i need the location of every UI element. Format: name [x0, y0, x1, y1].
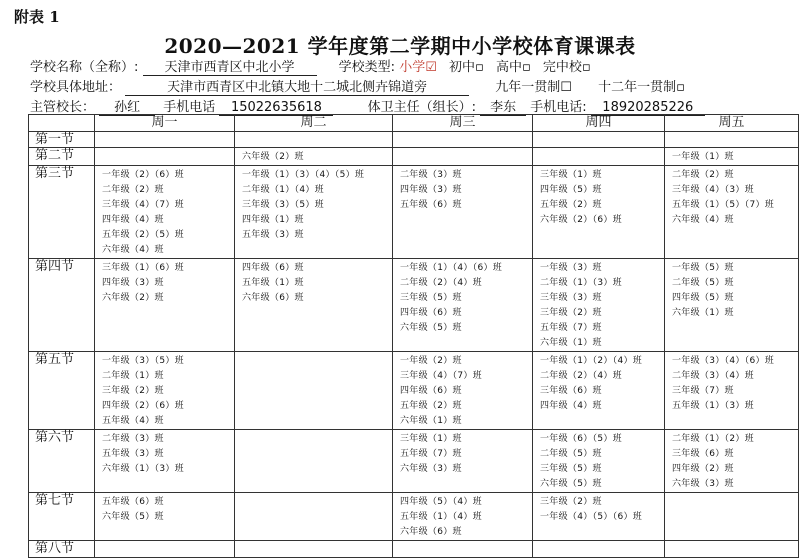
class-entry: 五年级（1）（3）班: [672, 401, 754, 411]
schedule-cell: [95, 541, 235, 558]
schedule-cell: [235, 166, 393, 259]
schedule-cell: [95, 430, 235, 493]
class-entry: 三年级（7）班: [672, 386, 734, 396]
class-entry: 三年级（2）班: [540, 308, 602, 318]
class-entry: 四年级（2）班: [672, 464, 734, 474]
class-entry: 四年级（2）（6）班: [102, 401, 184, 411]
class-entry: 一年级（3）（4）（6）班: [672, 356, 775, 366]
class-entry: 五年级（2）班: [540, 200, 602, 210]
class-entry: 六年级（2）班: [102, 293, 164, 303]
class-entry: 二年级（2）班: [672, 170, 734, 180]
schedule-cell: [235, 430, 393, 493]
class-entry: 三年级（3）（5）班: [242, 200, 324, 210]
class-entry: 六年级（4）班: [102, 245, 164, 255]
class-entry: 三年级（5）班: [400, 293, 462, 303]
page-title: 2020—2021 学年度第二学期中小学校体育课课表: [164, 34, 636, 58]
period-row: [29, 541, 799, 558]
class-entry: 四年级（3）班: [400, 185, 462, 195]
class-entry: 六年级（4）班: [672, 215, 734, 225]
schedule-cell: [533, 541, 665, 558]
principal-phone: 15022635618: [219, 100, 333, 116]
class-entry: 三年级（1）班: [400, 434, 462, 444]
schedule-cell: [235, 541, 393, 558]
schedule-cell: [533, 259, 665, 352]
class-entry: 二年级（1）班: [102, 371, 164, 381]
school-type-high: 高中▫: [495, 60, 531, 75]
class-entry: 六年级（1）班: [672, 308, 734, 318]
school-type-complete: 完中校▫: [542, 60, 591, 75]
schedule-cell: [393, 132, 533, 148]
class-entry: 四年级（4）班: [540, 401, 602, 411]
schedule-cell: [665, 148, 799, 166]
schedule-cell: [95, 132, 235, 148]
period-row: [29, 132, 799, 148]
class-entry: 三年级（2）班: [102, 386, 164, 396]
class-entry: 五年级（2）班: [400, 401, 462, 411]
schedule-cell: [665, 132, 799, 148]
class-entry: 六年级（6）班: [242, 293, 304, 303]
class-entry: 二年级（5）班: [540, 449, 602, 459]
period-label: 第一节: [29, 132, 95, 148]
class-entry: 二年级（1）（2）班: [672, 434, 754, 444]
class-entry: 三年级（2）班: [540, 497, 602, 507]
school-name-value: 天津市西青区中北小学: [143, 56, 317, 76]
schedule-cell: [533, 493, 665, 541]
period-label: 第四节: [29, 259, 95, 352]
schedule-cell: [393, 166, 533, 259]
period-row: [29, 259, 799, 352]
day-header: 周一: [95, 115, 235, 132]
schedule-cell: [95, 166, 235, 259]
nine-year-option: 九年一贯制☐: [495, 80, 572, 95]
class-entry: 一年级（2）班: [400, 356, 462, 366]
schedule-cell: [95, 352, 235, 430]
header-row: [29, 115, 799, 132]
class-entry: 六年级（2）班: [242, 152, 304, 162]
period-row: [29, 148, 799, 166]
header-corner: [29, 115, 95, 132]
schedule-cell: [393, 541, 533, 558]
class-entry: 四年级（1）班: [242, 215, 304, 225]
class-entry: 五年级（2）（5）班: [102, 230, 184, 240]
period-label: 第七节: [29, 493, 95, 541]
class-entry: 四年级（6）班: [242, 263, 304, 273]
principal-phone-label: 手机电话: [163, 100, 216, 115]
class-entry: 二年级（3）（4）班: [672, 371, 754, 381]
class-entry: 四年级（5）班: [672, 293, 734, 303]
class-entry: 四年级（6）班: [400, 386, 462, 396]
schedule-cell: [665, 352, 799, 430]
schedule-cell: [665, 493, 799, 541]
class-entry: 二年级（1）（3）班: [540, 278, 622, 288]
class-entry: 三年级（5）班: [540, 464, 602, 474]
period-label: 第八节: [29, 541, 95, 558]
class-entry: 一年级（3）（5）班: [102, 356, 184, 366]
class-entry: 五年级（3）班: [102, 449, 164, 459]
school-name-label: 学校名称（全称）:: [30, 60, 139, 75]
class-entry: 五年级（3）班: [242, 230, 304, 240]
schedule-cell: [95, 148, 235, 166]
class-entry: 三年级（1）（6）班: [102, 263, 184, 273]
school-info-row-1: [30, 56, 591, 76]
class-entry: 六年级（5）班: [102, 512, 164, 522]
class-entry: 四年级（5）班: [540, 185, 602, 195]
class-entry: 五年级（1）班: [242, 278, 304, 288]
period-label: 第三节: [29, 166, 95, 259]
director-phone: 18920285226: [591, 100, 705, 116]
class-entry: 四年级（6）班: [400, 308, 462, 318]
class-entry: 六年级（3）班: [672, 479, 734, 489]
schedule-cell: [235, 259, 393, 352]
class-entry: 六年级（1）（3）班: [102, 464, 184, 474]
day-header: 周二: [235, 115, 393, 132]
schedule-cell: [533, 148, 665, 166]
class-entry: 五年级（4）班: [102, 416, 164, 426]
address-label: 学校具体地址：: [30, 80, 122, 95]
schedule-cell: [235, 132, 393, 148]
period-label: 第二节: [29, 148, 95, 166]
schedule-cell: [393, 352, 533, 430]
schedule-cell: [533, 132, 665, 148]
class-entry: 五年级（7）班: [400, 449, 462, 459]
class-entry: 一年级（3）班: [540, 263, 602, 273]
class-entry: 五年级（6）班: [400, 200, 462, 210]
period-label: 第六节: [29, 430, 95, 493]
class-entry: 六年级（5）班: [540, 479, 602, 489]
class-entry: 一年级（6）（5）班: [540, 434, 622, 444]
class-entry: 二年级（2）（4）班: [540, 371, 622, 381]
class-entry: 三年级（3）班: [540, 293, 602, 303]
schedule-cell: [533, 352, 665, 430]
period-row: [29, 430, 799, 493]
twelve-year-option: 十二年一贯制▫: [598, 80, 685, 95]
school-type-primary: 小学☑: [399, 60, 437, 75]
address-value: 天津市西青区中北镇大地十二城北侧卉锦道旁: [125, 76, 469, 96]
class-entry: 二年级（1）（4）班: [242, 185, 324, 195]
class-entry: 一年级（5）班: [672, 263, 734, 273]
schedule-cell: [235, 352, 393, 430]
class-entry: 五年级（7）班: [540, 323, 602, 333]
schedule-cell: [665, 541, 799, 558]
class-entry: 一年级（2）（6）班: [102, 170, 184, 180]
class-entry: 二年级（3）班: [102, 434, 164, 444]
class-entry: 五年级（1）（4）班: [400, 512, 482, 522]
class-entry: 二年级（2）班: [102, 185, 164, 195]
class-entry: 六年级（3）班: [400, 464, 462, 474]
director-label: 体卫主任（组长）:: [367, 100, 476, 115]
director-name: 李东: [480, 96, 526, 116]
schedule-cell: [95, 259, 235, 352]
schedule-cell: [665, 430, 799, 493]
class-entry: 一年级（1）班: [672, 152, 734, 162]
schedule-cell: [665, 259, 799, 352]
period-row: [29, 166, 799, 259]
day-header: 周五: [665, 115, 799, 132]
class-entry: 三年级（4）（7）班: [102, 200, 184, 210]
class-entry: 三年级（6）班: [672, 449, 734, 459]
period-row: [29, 493, 799, 541]
class-entry: 六年级（5）班: [400, 323, 462, 333]
class-entry: 三年级（6）班: [540, 386, 602, 396]
school-info-row-2: [30, 76, 685, 96]
class-entry: 六年级（2）（6）班: [540, 215, 622, 225]
annex-label: 附表 1: [14, 8, 60, 26]
school-info-row-3: [30, 96, 705, 116]
schedule-cell: [393, 148, 533, 166]
class-entry: 三年级（1）班: [540, 170, 602, 180]
period-row: [29, 352, 799, 430]
class-entry: 四年级（4）班: [102, 215, 164, 225]
principal-label: 主管校长：: [30, 100, 96, 115]
class-entry: 六年级（1）班: [540, 338, 602, 348]
class-entry: 四年级（5）（4）班: [400, 497, 482, 507]
class-entry: 一年级（4）（5）（6）班: [540, 512, 643, 522]
class-entry: 六年级（1）班: [400, 416, 462, 426]
schedule-cell: [533, 166, 665, 259]
class-entry: 三年级（4）（7）班: [400, 371, 482, 381]
class-entry: 一年级（1）（4）（6）班: [400, 263, 503, 273]
principal-name: 孙红: [99, 96, 155, 116]
class-entry: 二年级（3）班: [400, 170, 462, 180]
schedule-cell: [533, 430, 665, 493]
pe-schedule-table: [28, 114, 799, 558]
class-entry: 五年级（6）班: [102, 497, 164, 507]
class-entry: 一年级（1）（3）（4）（5）班: [242, 170, 365, 180]
class-entry: 四年级（3）班: [102, 278, 164, 288]
school-type-label: 学校类型:: [338, 60, 396, 75]
class-entry: 六年级（6）班: [400, 527, 462, 537]
class-entry: 二年级（2）（4）班: [400, 278, 482, 288]
schedule-cell: [95, 493, 235, 541]
director-phone-label: 手机电话:: [530, 100, 587, 115]
class-entry: 二年级（5）班: [672, 278, 734, 288]
schedule-cell: [393, 259, 533, 352]
class-entry: 一年级（1）（2）（4）班: [540, 356, 643, 366]
schedule-cell: [235, 148, 393, 166]
schedule-cell: [393, 430, 533, 493]
day-header: 周三: [393, 115, 533, 132]
schedule-cell: [665, 166, 799, 259]
schedule-cell: [393, 493, 533, 541]
school-type-middle: 初中▫: [449, 60, 484, 75]
class-entry: 三年级（4）（3）班: [672, 185, 754, 195]
day-header: 周四: [533, 115, 665, 132]
period-label: 第五节: [29, 352, 95, 430]
schedule-cell: [235, 493, 393, 541]
class-entry: 五年级（1）（5）（7）班: [672, 200, 775, 210]
